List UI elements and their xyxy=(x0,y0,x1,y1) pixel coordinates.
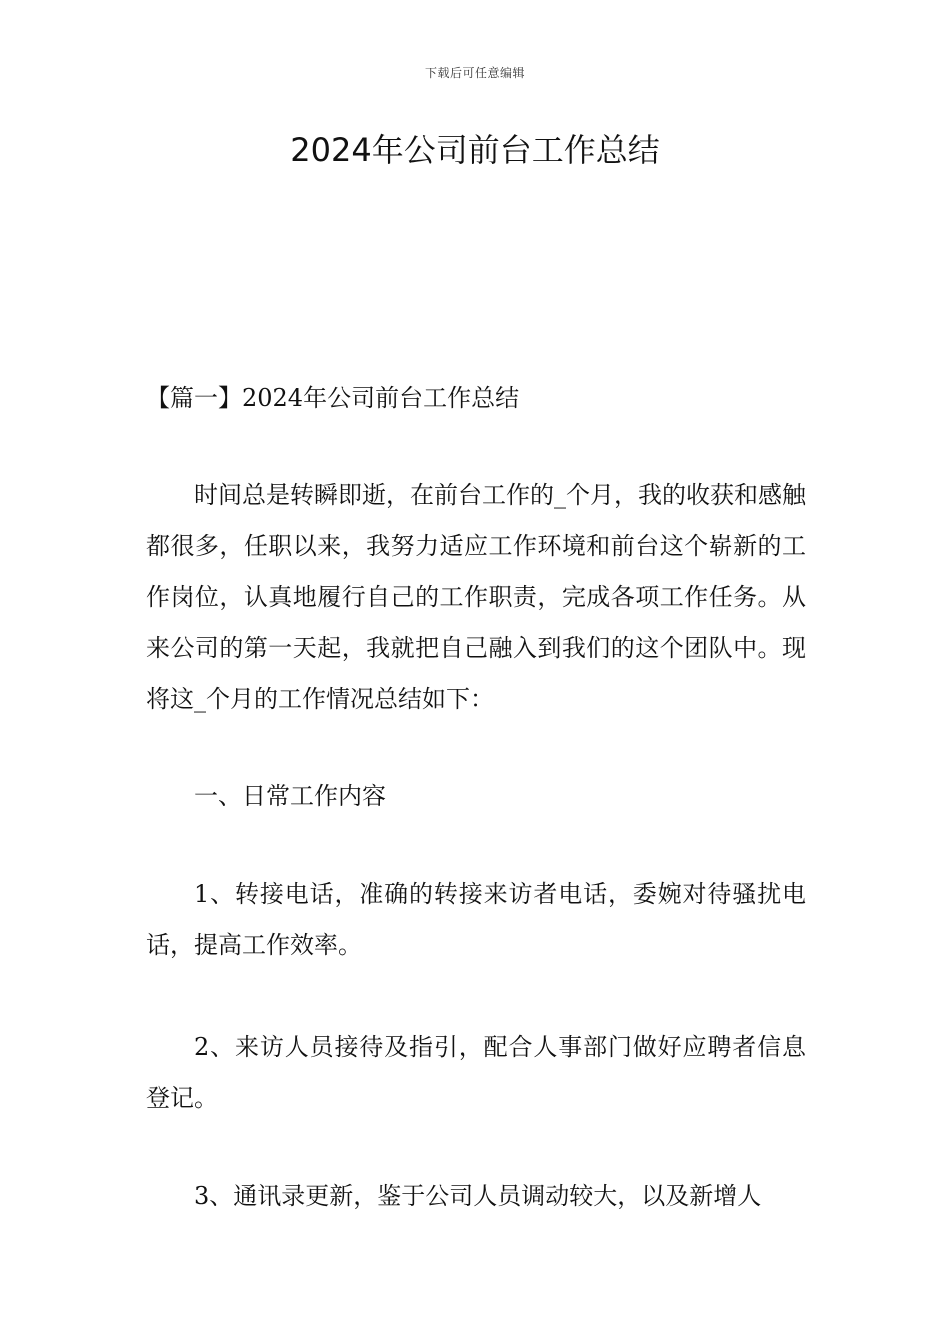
paragraph-item-2: 2、来访人员接待及指引，配合人事部门做好应聘者信息登记。 xyxy=(146,1033,806,1112)
section-heading: 【篇一】2024年公司前台工作总结 xyxy=(146,384,520,412)
paragraph-item-3: 3、通讯录更新，鉴于公司人员调动较大，以及新增人 xyxy=(194,1182,762,1210)
paragraph-subheading: 一、日常工作内容 xyxy=(194,782,386,810)
paragraph-intro: 时间总是转瞬即逝，在前台工作的_个月，我的收获和感触都很多，任职以来，我努力适应工作环境和前台这个崭新的工作岗位，认真地履行自己的工作职责，完成各项工作任务。从来公司的第一天起，我就把自己融入到我们的这个团队中。现将这_个月的工作情况总结如下： xyxy=(146,481,806,713)
document-title: 2024年公司前台工作总结 xyxy=(290,131,660,169)
paragraph-item-1: 1、转接电话，准确的转接来访者电话，委婉对待骚扰电话，提高工作效率。 xyxy=(146,880,806,959)
page-header-note: 下载后可任意编辑 xyxy=(424,66,525,80)
